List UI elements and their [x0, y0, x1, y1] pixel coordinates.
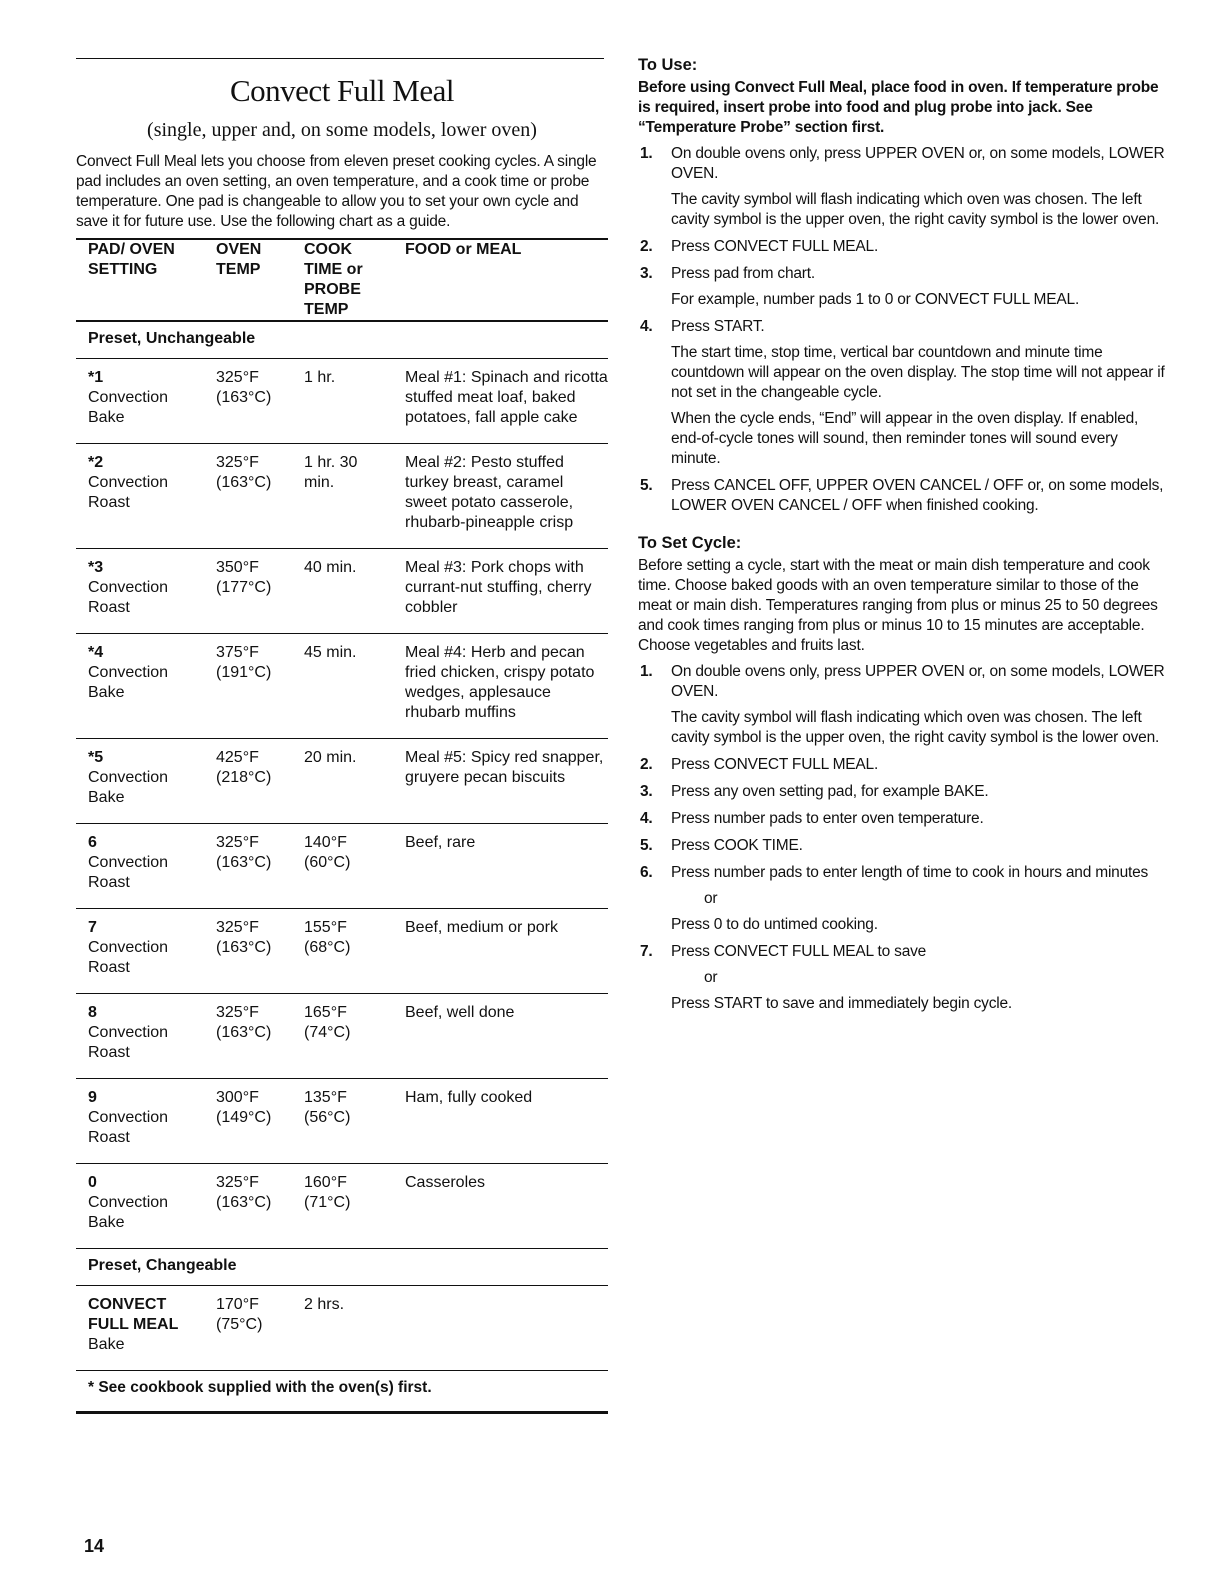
section-unchangeable: Preset, Unchangeable — [76, 321, 608, 359]
step-number: 1. — [640, 145, 653, 162]
cell-cook-time: 1 hr. — [304, 359, 405, 444]
top-rule — [76, 58, 604, 59]
cell-food: Ham, fully cooked — [405, 1079, 608, 1164]
page-subtitle: (single, upper and, on some models, lower oven) — [147, 119, 537, 141]
step-number: 6. — [640, 864, 653, 881]
table-row — [76, 359, 608, 444]
table-row — [76, 1079, 608, 1164]
page-number: 14 — [84, 1536, 105, 1556]
cell-oven-temp: 425°F (218°C) — [216, 739, 304, 824]
step-number: 3. — [640, 783, 653, 800]
step-alternative: Press START to save and immediately begin cycle. — [671, 995, 1013, 1012]
set-cycle-steps — [638, 662, 1168, 1014]
to-use-intro: Before using Convect Full Meal, place food in oven. If temperature probe is required, insert probe into food and plug probe into jack. See “Temperature Probe” section first. — [638, 79, 1159, 136]
step-note: For example, number pads 1 to 0 or CONVECT FULL MEAL. — [671, 291, 1080, 308]
footnote: * See cookbook supplied with the oven(s) first. — [76, 1371, 608, 1413]
step-alternative: Press 0 to do untimed cooking. — [671, 916, 878, 933]
step-text: Press CONVECT FULL MEAL to save — [671, 943, 927, 960]
cell-oven-temp: 325°F (163°C) — [216, 909, 304, 994]
step-note: The cavity symbol will flash indicating which oven was chosen. The left cavity symbol is the upper oven, the right cavity symbol is the lower oven. — [671, 191, 1160, 228]
step-item — [638, 755, 1168, 775]
cell-pad: *3 Convection Roast — [76, 549, 216, 634]
cell-pad: *5 Convection Bake — [76, 739, 216, 824]
cell-food: Meal #5: Spicy red snapper, gruyere pecan biscuits — [405, 739, 608, 824]
step-number: 1. — [640, 663, 653, 680]
cell-cook-time: 135°F (56°C) — [304, 1079, 405, 1164]
cell-pad: *4 Convection Bake — [76, 634, 216, 739]
left-column — [76, 58, 608, 1414]
table-row — [76, 634, 608, 739]
cell-oven-temp: 300°F (149°C) — [216, 1079, 304, 1164]
table-row — [76, 824, 608, 909]
cell-oven-temp: 375°F (191°C) — [216, 634, 304, 739]
step-number: 2. — [640, 756, 653, 773]
step-item — [638, 662, 1168, 748]
step-item — [638, 782, 1168, 802]
cell-food: Meal #1: Spinach and ricotta stuffed meat loaf, baked potatoes, fall apple cake — [405, 359, 608, 444]
step-text: Press COOK TIME. — [671, 837, 803, 854]
step-item — [638, 836, 1168, 856]
step-number: 3. — [640, 265, 653, 282]
cell-oven-temp: 325°F (163°C) — [216, 1164, 304, 1249]
table-row — [76, 909, 608, 994]
cell-cook-time: 20 min. — [304, 739, 405, 824]
step-text: Press CONVECT FULL MEAL. — [671, 756, 879, 773]
cell-pad: 0 Convection Bake — [76, 1164, 216, 1249]
step-item — [638, 942, 1168, 1014]
table-row-changeable — [76, 1286, 608, 1371]
cell-cook-time: 40 min. — [304, 549, 405, 634]
page-title: Convect Full Meal — [230, 73, 454, 108]
step-item — [638, 144, 1168, 230]
cell-food: Meal #3: Pork chops with currant-nut stuffing, cherry cobbler — [405, 549, 608, 634]
cell-food: Beef, medium or pork — [405, 909, 608, 994]
step-number: 5. — [640, 477, 653, 494]
step-item — [638, 237, 1168, 257]
step-or: or — [704, 969, 718, 986]
cell-pad: 6 Convection Roast — [76, 824, 216, 909]
header-pad-oven-setting: PAD/ OVEN SETTING — [76, 239, 216, 321]
cell-cook-time: 140°F (60°C) — [304, 824, 405, 909]
step-item — [638, 317, 1168, 469]
cell-food: Meal #2: Pesto stuffed turkey breast, caramel sweet potato casserole, rhubarb-pineapple crisp — [405, 444, 608, 549]
cell-oven-temp: 325°F (163°C) — [216, 444, 304, 549]
to-use-steps — [638, 144, 1168, 516]
cell-food: Beef, well done — [405, 994, 608, 1079]
table-row — [76, 549, 608, 634]
cell-food: Casseroles — [405, 1164, 608, 1249]
step-text: Press CONVECT FULL MEAL. — [671, 238, 879, 255]
set-cycle-heading: To Set Cycle: — [638, 534, 742, 552]
table-row — [76, 994, 608, 1079]
cell-pad: *2 Convection Roast — [76, 444, 216, 549]
cell-food: Meal #4: Herb and pecan fried chicken, crispy potato wedges, applesauce rhubarb muffins — [405, 634, 608, 739]
cell-oven-temp: 325°F (163°C) — [216, 994, 304, 1079]
chart-header-row — [76, 239, 608, 321]
cell-oven-temp: 350°F (177°C) — [216, 549, 304, 634]
step-text: Press number pads to enter oven temperature. — [671, 810, 984, 827]
cooking-chart — [76, 238, 608, 1414]
step-note: When the cycle ends, “End” will appear in the oven display. If enabled, end-of-cycle tones will sound, then reminder tones will sound every minute. — [671, 410, 1139, 467]
step-text: On double ovens only, press UPPER OVEN or, on some models, LOWER OVEN. — [671, 663, 1165, 700]
step-item — [638, 264, 1168, 310]
cell-oven-temp: 325°F (163°C) — [216, 824, 304, 909]
section-changeable: Preset, Changeable — [76, 1249, 608, 1286]
step-number: 5. — [640, 837, 653, 854]
cell-cook-time: 2 hrs. — [304, 1286, 405, 1371]
chart-rows — [76, 359, 608, 1249]
step-number: 2. — [640, 238, 653, 255]
cell-cook-time: 155°F (68°C) — [304, 909, 405, 994]
step-text: Press any oven setting pad, for example BAKE. — [671, 783, 989, 800]
header-cook-time: COOK TIME or PROBE TEMP — [304, 239, 405, 321]
table-row — [76, 444, 608, 549]
step-number: 4. — [640, 318, 653, 335]
cell-oven-temp: 325°F (163°C) — [216, 359, 304, 444]
table-row — [76, 1164, 608, 1249]
step-note: The cavity symbol will flash indicating which oven was chosen. The left cavity symbol is the upper oven, the right cavity symbol is the lower oven. — [671, 709, 1160, 746]
step-item — [638, 809, 1168, 829]
step-text: Press CANCEL OFF, UPPER OVEN CANCEL / OFF or, on some models, LOWER OVEN CANCEL / OFF when finished cooking. — [671, 477, 1164, 514]
cell-cook-time: 1 hr. 30 min. — [304, 444, 405, 549]
header-oven-temp: OVEN TEMP — [216, 239, 304, 321]
step-number: 4. — [640, 810, 653, 827]
step-note: The start time, stop time, vertical bar countdown and minute time countdown will appear on the oven display. The stop time will not appear if not set in the changeable cycle. — [671, 344, 1165, 401]
step-or: or — [704, 890, 718, 907]
step-item — [638, 863, 1168, 935]
step-item — [638, 476, 1168, 516]
cell-pad: 8 Convection Roast — [76, 994, 216, 1079]
step-text: Press number pads to enter length of time to cook in hours and minutes — [671, 864, 1149, 881]
step-text: Press START. — [671, 318, 765, 335]
intro-paragraph: Convect Full Meal lets you choose from eleven preset cooking cycles. A single pad includes an oven setting, an oven temperature, and a cook time or probe temperature. One pad is changeable to allow you to set your own cycle and save it for future use. Use the following chart as a guide. — [76, 153, 597, 230]
cell-cook-time: 160°F (71°C) — [304, 1164, 405, 1249]
footnote-row — [76, 1371, 608, 1413]
set-cycle-intro: Before setting a cycle, start with the meat or main dish temperature and cook time. Choose baked goods with an oven temperature similar to those of the meat or main dish. Temperatures ranging from plus or minus 25 to 50 degrees and cook times ranging from plus or minus 10 to 15 minutes are acceptable. Choose vegetables and fruits last. — [638, 557, 1158, 654]
step-text: Press pad from chart. — [671, 265, 815, 282]
step-text: On double ovens only, press UPPER OVEN or, on some models, LOWER OVEN. — [671, 145, 1165, 182]
cell-cook-time: 165°F (74°C) — [304, 994, 405, 1079]
cell-pad: *1 Convection Bake — [76, 359, 216, 444]
right-column — [638, 56, 1168, 1021]
cell-food: Beef, rare — [405, 824, 608, 909]
cell-pad: 7 Convection Roast — [76, 909, 216, 994]
table-row — [76, 739, 608, 824]
cell-pad: 9 Convection Roast — [76, 1079, 216, 1164]
cell-oven-temp: 170°F (75°C) — [216, 1286, 304, 1371]
cell-food — [405, 1286, 608, 1371]
cell-cook-time: 45 min. — [304, 634, 405, 739]
cell-pad: CONVECT FULL MEAL Bake — [76, 1286, 216, 1371]
step-number: 7. — [640, 943, 653, 960]
header-food-meal: FOOD or MEAL — [405, 239, 608, 321]
to-use-heading: To Use: — [638, 56, 698, 74]
